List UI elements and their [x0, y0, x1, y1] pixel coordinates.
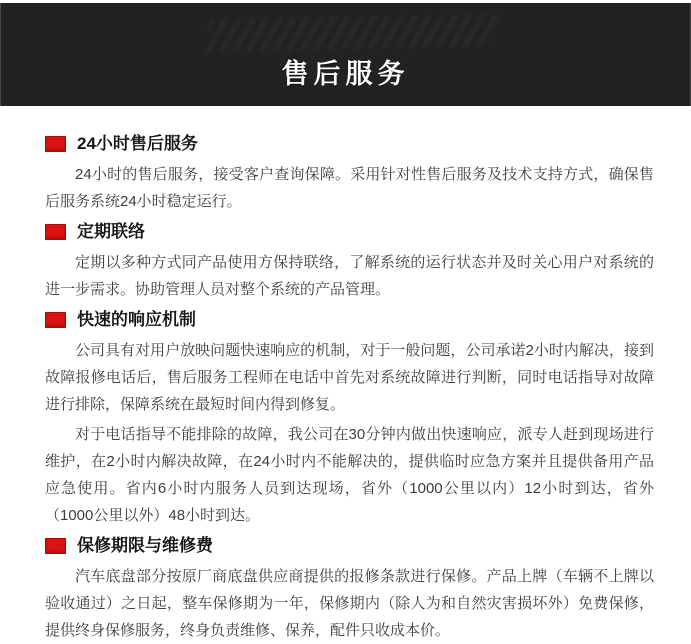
section-warranty-fees: [45, 536, 654, 644]
paragraph: 汽车底盘部分按原厂商底盘供应商提供的报修条款进行保修。产品上牌（车辆不上牌以验收通过）之日起，整车保修期为一年，保修期内（除人为和自然灾害损坏外）免费保修，提供终身保修服务，终身负责维修、保养，配件只收成本价。: [45, 568, 654, 639]
paragraph: 公司具有对用户放映问题快速响应的机制，对于一般问题，公司承诺2小时内解决，接到故障报修电话后，售后服务工程师在电话中首先对系统故障进行判断，同时电话指导对故障进行排除，保障系统在最短时间内得到修复。: [45, 342, 654, 413]
header-banner: [0, 3, 691, 106]
paragraph: 24小时的售后服务，接受客户查询保障。采用针对性售后服务及技术支持方式，确保售后服务系统24小时稳定运行。: [45, 166, 654, 210]
section-heading: [45, 310, 654, 330]
section-heading: [45, 536, 654, 556]
section-rapid-response: [45, 310, 654, 529]
paragraph: 对于电话指导不能排除的故障，我公司在30分钟内做出快速响应，派专人赶到现场进行维护，在2小时内解决故障，在24小时内不能解决的，提供临时应急方案并且提供备用产品应急使用。省内6小时内服务人员到达现场，省外（1000公里以内）12小时到达，省外（1000公里以外）48小时到达。: [45, 426, 654, 524]
content: [0, 106, 691, 644]
page-title: 售后服务: [281, 59, 410, 89]
section-heading: [45, 222, 654, 242]
red-square-bullet-icon: [45, 538, 66, 554]
red-square-bullet-icon: [45, 224, 66, 240]
watermark: [200, 13, 502, 52]
paragraph: 定期以多种方式同产品使用方保持联络，了解系统的运行状态并及时关心用户对系统的进一步需求。协助管理人员对整个系统的产品管理。: [45, 254, 654, 298]
section-heading: [45, 134, 654, 154]
page: [0, 3, 691, 644]
section-title: 保修期限与维修费: [77, 536, 213, 555]
section-24h-service: [45, 134, 654, 215]
red-square-bullet-icon: [45, 312, 66, 328]
section-regular-contact: [45, 222, 654, 303]
red-square-bullet-icon: [45, 136, 66, 152]
section-title: 快速的响应机制: [77, 310, 196, 329]
section-title: 24小时售后服务: [77, 134, 198, 153]
section-title: 定期联络: [77, 222, 145, 241]
